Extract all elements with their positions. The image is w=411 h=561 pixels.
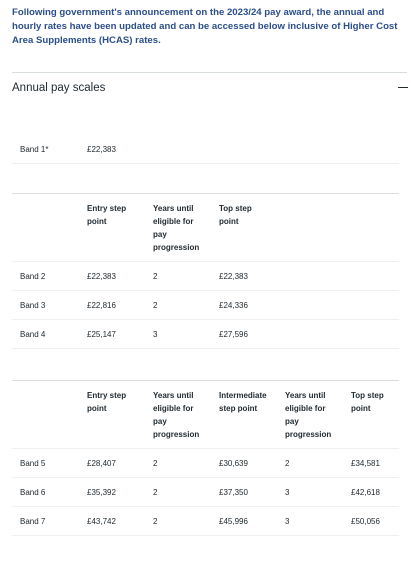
band-label: Band 5 xyxy=(20,459,46,468)
header-years-until-eligible-2: Years until eligible for pay progression xyxy=(285,391,332,439)
entry-value: £22,816 xyxy=(87,301,116,310)
pay-value: £22,383 xyxy=(87,145,116,154)
entry-value: £35,392 xyxy=(87,488,116,497)
entry-value: £22,383 xyxy=(87,272,116,281)
band-label: Band 6 xyxy=(20,488,46,497)
pay-table-bands-5-7 xyxy=(12,380,399,536)
table-row xyxy=(12,320,399,349)
pay-table-bands-2-4 xyxy=(12,193,399,349)
years-value-2: 3 xyxy=(285,488,290,497)
years-value: 2 xyxy=(153,272,158,281)
header-entry-step: Entry step point xyxy=(87,391,127,413)
header-top-step: Top step point xyxy=(219,204,252,226)
entry-value: £28,407 xyxy=(87,459,116,468)
header-years-until-eligible: Years until eligible for pay progression xyxy=(153,204,200,252)
section-divider xyxy=(12,72,407,73)
years-value: 2 xyxy=(153,301,158,310)
header-entry-step: Entry step point xyxy=(87,204,127,226)
band-label: Band 1* xyxy=(20,145,49,154)
top-value: £50,056 xyxy=(351,517,380,526)
years-value: 2 xyxy=(153,488,158,497)
top-value: £22,383 xyxy=(219,272,248,281)
accordion-title: Annual pay scales xyxy=(12,82,106,94)
band-label: Band 4 xyxy=(20,330,46,339)
table-header-row xyxy=(12,380,399,449)
pay-table-band-1 xyxy=(12,135,399,164)
years-value: 3 xyxy=(153,330,158,339)
minus-icon[interactable] xyxy=(398,83,408,93)
table-row xyxy=(12,478,399,507)
band-label: Band 7 xyxy=(20,517,46,526)
top-value: £24,336 xyxy=(219,301,248,310)
top-value: £42,618 xyxy=(351,488,380,497)
band-label: Band 2 xyxy=(20,272,46,281)
entry-value: £43,742 xyxy=(87,517,116,526)
band-label: Band 3 xyxy=(20,301,46,310)
table-row xyxy=(12,507,399,536)
table-row xyxy=(12,291,399,320)
top-value: £27,596 xyxy=(219,330,248,339)
top-value: £34,581 xyxy=(351,459,380,468)
intermediate-value: £30,639 xyxy=(219,459,248,468)
table-row xyxy=(12,135,399,164)
table-row xyxy=(12,262,399,291)
header-years-until-eligible: Years until eligible for pay progression xyxy=(153,391,200,439)
years-value: 2 xyxy=(153,459,158,468)
years-value: 2 xyxy=(153,517,158,526)
table-row xyxy=(12,449,399,478)
header-top-step: Top step point xyxy=(351,391,384,413)
header-intermediate-step: Intermediate step point xyxy=(219,391,267,413)
table-header-row xyxy=(12,193,399,262)
entry-value: £25,147 xyxy=(87,330,116,339)
intro-text: Following government's announcement on the 2023/24 pay award, the annual and hourly rates have been updated and can be accessed below inclusive of Higher Cost Area Supplements (HCAS) rates. xyxy=(12,7,398,46)
years-value-2: 3 xyxy=(285,517,290,526)
years-value-2: 2 xyxy=(285,459,290,468)
intermediate-value: £45,996 xyxy=(219,517,248,526)
accordion-annual-pay-scales[interactable] xyxy=(12,79,410,97)
intermediate-value: £37,350 xyxy=(219,488,248,497)
